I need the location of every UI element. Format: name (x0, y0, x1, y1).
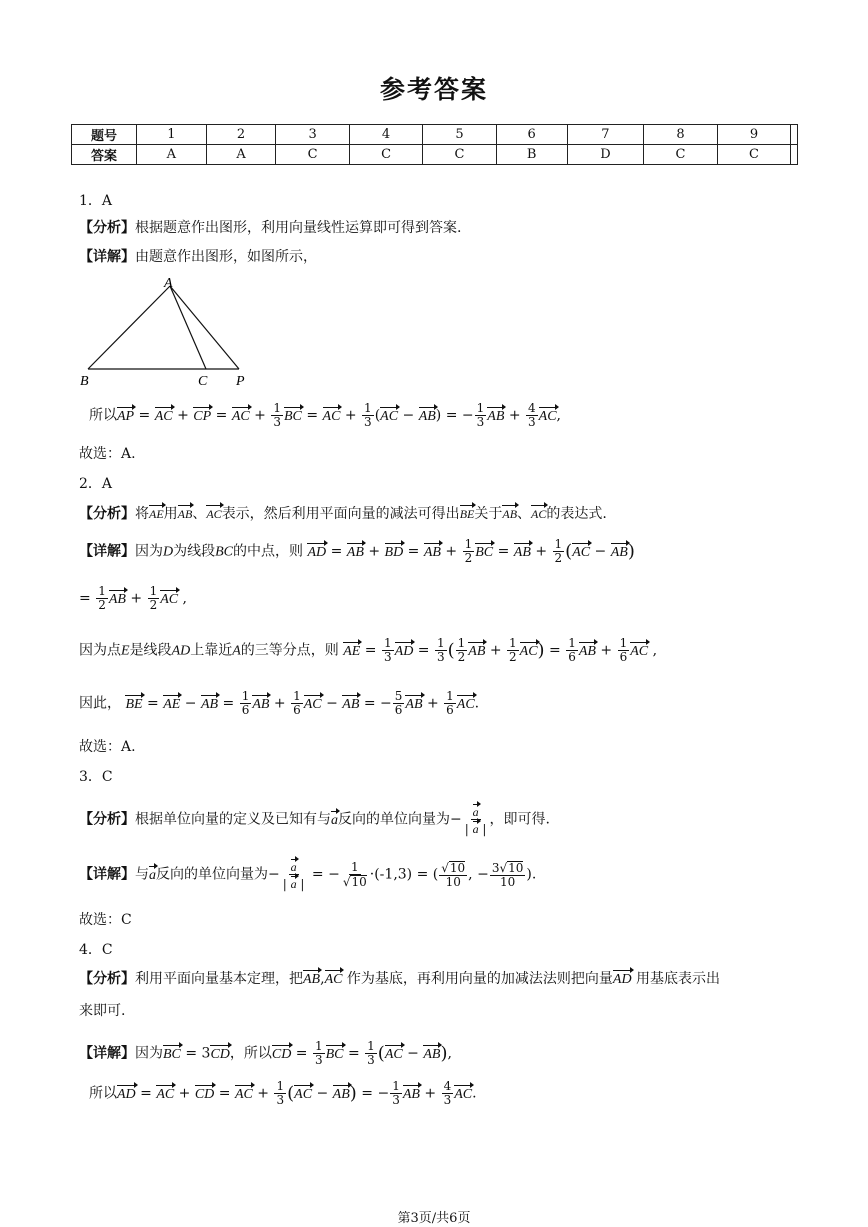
q2-conclusion: 故选：A. (79, 739, 136, 755)
text: 将 (135, 506, 149, 522)
q1-conclusion: 故选：A. (79, 446, 136, 462)
table-cell (791, 125, 798, 145)
analysis-tag: 【分析】 (79, 971, 135, 987)
detail-tag: 【详解】 (79, 249, 135, 265)
q3-conclusion: 故选：C (79, 912, 132, 928)
label-p: P (236, 374, 245, 389)
q4-analysis: 【分析】利用平面向量基本定理，把AB,AC 作为基底，再利用向量的加减法法则把向量AD 用基底表示出 (79, 971, 721, 987)
text: 利用平面向量基本定理，把 (135, 971, 303, 987)
q2-detail-line3: 因为点E是线段AD上靠近A的三等分点，则 AE = $\frac{1}{3}$ AD = $\frac{1}{3}$ ( $\frac{1}{2}$ AB + $\frac{1}{2}$ AC) = $\frac{1}{6}$ AB + $\frac{1}{6}$ AC , (79, 636, 658, 664)
analysis-text: 根据题意作出图形，利用向量线性运算即可得到答案. (135, 220, 462, 236)
analysis-tag: 【分析】 (79, 506, 135, 522)
detail-tag: 【详解】 (79, 543, 135, 560)
label-c: C (198, 374, 208, 389)
so-text: 所以 (89, 407, 117, 424)
text: 的中点，则 (233, 543, 304, 560)
table-header-number: 题号 (72, 125, 137, 145)
text: 用 (163, 506, 178, 522)
table-cell: 3 (276, 125, 349, 145)
text: 上靠近 (190, 642, 233, 659)
q1-detail (79, 246, 317, 266)
q4-analysis-line2: 来即可. (79, 1003, 126, 1019)
table-cell: C (644, 145, 717, 165)
table-cell: C (276, 145, 349, 165)
table-cell: 2 (206, 125, 276, 145)
text: 与 (135, 866, 149, 883)
text: 因为 (135, 543, 163, 560)
text: ，所以 (229, 1045, 272, 1062)
vector-text: (-1,3) (374, 866, 413, 883)
table-cell: C (349, 145, 422, 165)
table-header-answer: 答案 (72, 145, 137, 165)
text: 的三等分点，则 (240, 642, 339, 659)
text: 为线段 (173, 543, 216, 560)
text: 、 (517, 506, 532, 522)
table-cell: 6 (496, 125, 567, 145)
so-text: 所以 (89, 1085, 117, 1102)
label-b: B (80, 374, 89, 389)
table-cell: 5 (423, 125, 496, 145)
table-cell: A (206, 145, 276, 165)
page-footer: 第3页/共6页 (397, 1211, 471, 1226)
detail-tag: 【详解】 (79, 866, 135, 883)
q4-number: 4．C (79, 942, 113, 958)
q2-detail-line2: = $\frac{1}{2}$ AB + $\frac{1}{2}$ AC , (79, 584, 188, 612)
text: 用基底表示出 (636, 971, 721, 987)
text: ，即可得. (489, 811, 550, 828)
label-a: A (164, 276, 173, 291)
text: 的表达式. (546, 506, 607, 522)
q2-detail-line4: 因此， BE = AE − AB = $\frac{1}{6}$ AB + $\frac{1}{6}$ AC − AB = − $\frac{5}{6}$ AB + $\frac{1}{6}$ AC. (79, 689, 480, 717)
analysis-tag: 【分析】 (79, 220, 135, 236)
text: 反向的单位向量为 (338, 811, 450, 828)
q4-detail: 【详解】因为BC = 3CD，所以CD = $\frac{1}{3}$ BC = $\frac{1}{3}$ (AC − AB), (79, 1039, 452, 1067)
q3-number: 3．C (79, 769, 113, 785)
text: 作为基底，再利用向量的加减法法则把向量 (346, 971, 613, 987)
detail-text: 由题意作出图形，如图所示， (135, 249, 317, 265)
table-cell: 4 (349, 125, 422, 145)
q1-number: 1．A (79, 193, 113, 209)
answer-table (71, 124, 798, 165)
q3-detail: 【详解】与a反向的单位向量为− $\frac{a}{| a |}$ = − $\frac{1}{√10}$ ·(-1,3) = ( $\frac{√10}{10}$ , − $\frac{3√10}{10}$ ). (79, 859, 537, 891)
triangle-figure (76, 272, 256, 390)
table-cell: C (423, 145, 496, 165)
q1-analysis (79, 217, 461, 237)
text: 、 (192, 506, 207, 522)
q4-equation: 所以AD = AC + CD = AC + $\frac{1}{3}$ (AC − AB) = − $\frac{1}{3}$ AB + $\frac{4}{3}$ AC. (89, 1079, 477, 1107)
text: 因此， (79, 695, 121, 712)
analysis-tag: 【分析】 (79, 811, 135, 828)
table-cell: C (717, 145, 790, 165)
text: 是线段 (129, 642, 172, 659)
table-cell (791, 145, 798, 165)
q2-analysis: 【分析】将AE用AB、AC表示，然后利用平面向量的减法可得出BE关于AB、AC的表达式. (79, 506, 607, 522)
detail-tag: 【详解】 (79, 1045, 135, 1062)
text: 因为点 (79, 642, 121, 659)
text: 关于 (474, 506, 503, 522)
q2-number: 2．A (79, 476, 113, 492)
text: 因为 (135, 1045, 163, 1062)
q2-detail: 【详解】因为D为线段BC的中点，则 AD = AB + BD = AB + $\frac{1}{2}$ BC = AB + $\frac{1}{2}$ (AC − AB) (79, 537, 635, 565)
table-cell: 7 (567, 125, 644, 145)
table-cell: 8 (644, 125, 717, 145)
answer-table-number-row (72, 125, 798, 145)
table-cell: B (496, 145, 567, 165)
text: 表示，然后利用平面向量的减法可得出 (221, 506, 460, 522)
page-title: 参考答案 (379, 75, 488, 104)
table-cell: 1 (137, 125, 207, 145)
text: 根据单位向量的定义及已知有与 (135, 811, 331, 828)
table-cell: A (137, 145, 207, 165)
text: 反向的单位向量为 (156, 866, 268, 883)
answer-table-answer-row (72, 145, 798, 165)
q1-equation: 所以AP = AC + CP = AC + $\frac{1}{3}$ BC = AC + $\frac{1}{3}$ (AC − AB) = − $\frac{1}{3}$ AB + $\frac{4}{3}$ AC, (89, 401, 561, 429)
table-cell: D (567, 145, 644, 165)
table-cell: 9 (717, 125, 790, 145)
q3-analysis: 【分析】根据单位向量的定义及已知有与a反向的单位向量为− $\frac{a}{| a |}$ ，即可得. (79, 805, 550, 836)
